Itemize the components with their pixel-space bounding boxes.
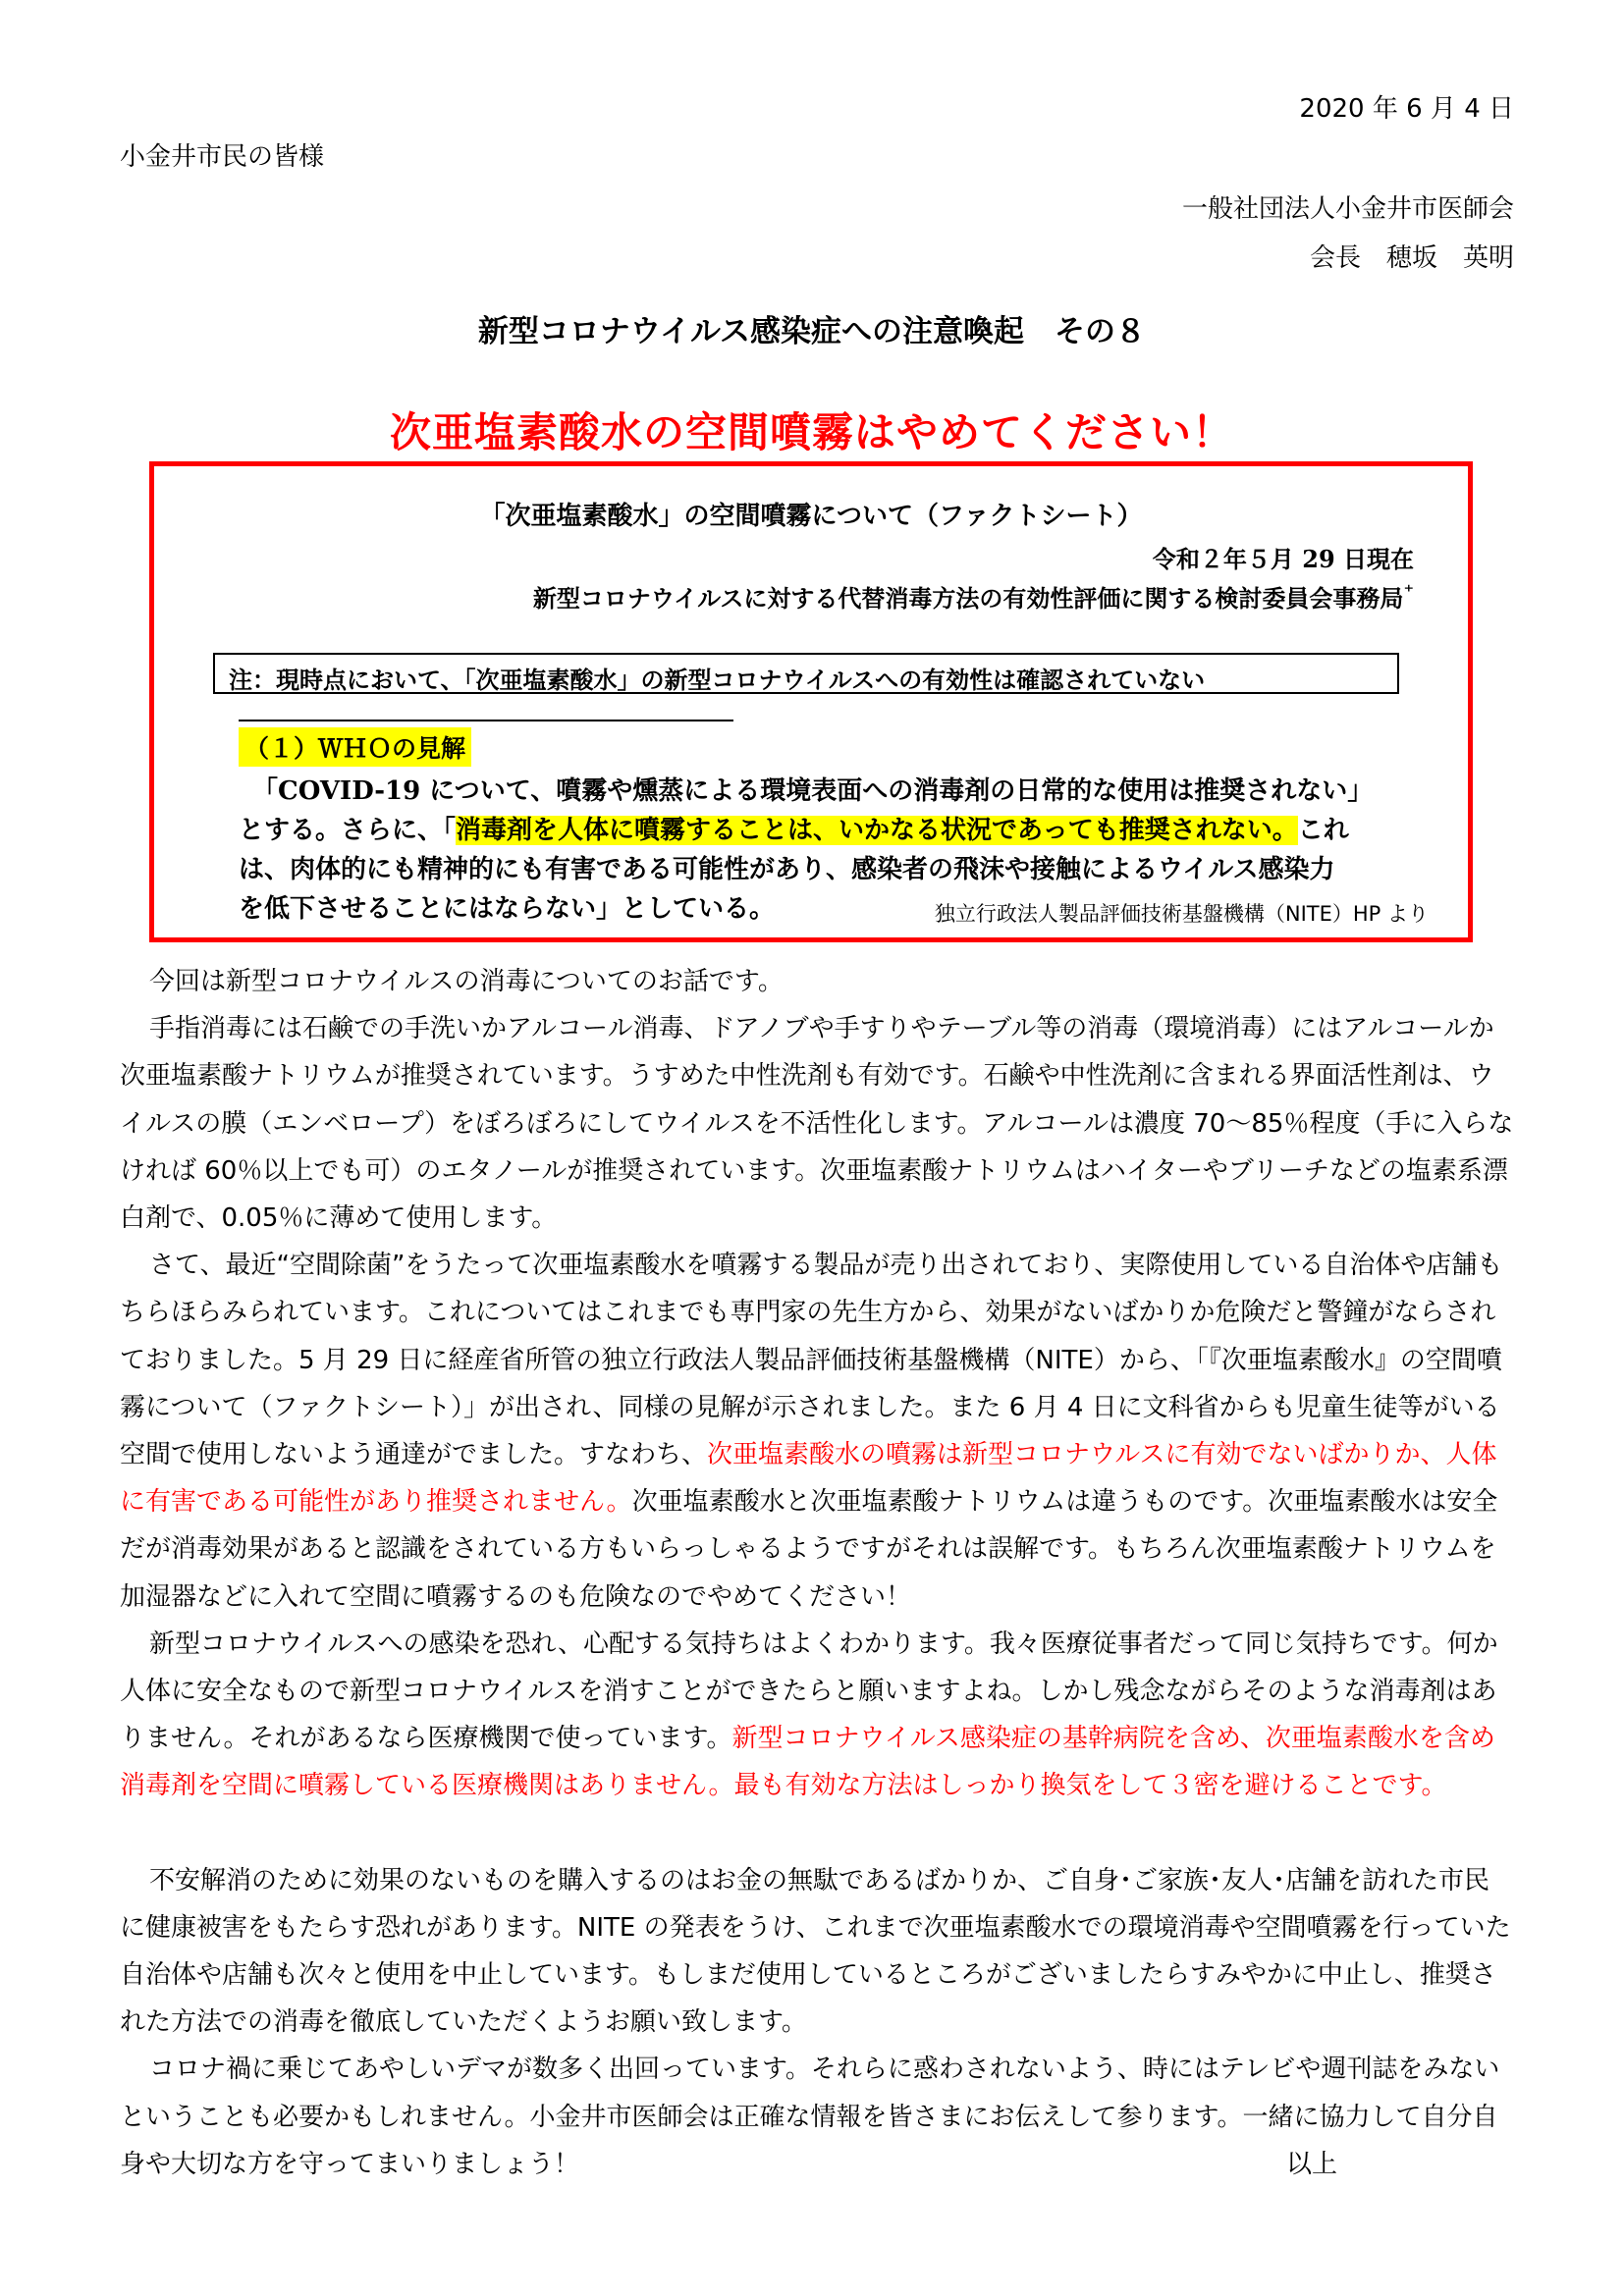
who-view-line-2-start: とする。さらに、「 [239, 816, 457, 845]
fact-sheet-office [533, 579, 1414, 614]
fact-sheet-note: 注：現時点において、「次亜塩素酸水」の新型コロナウイルスへの有効性は確認されていない [213, 653, 1399, 694]
red-warning-ventilation: 新型コロナウイルス感染症の基幹病院を含め、次亜塩素酸水を含め消毒剤を空間に噴霧している医療機関はありません。最も有効な方法はしっかり換気をして３密を避けることです。 [120, 1724, 1495, 1801]
who-view-line-2-end: これ [1297, 816, 1349, 845]
who-view-line-2 [239, 810, 1349, 846]
fact-sheet-title: 「次亜塩素酸水」の空間噴霧について（ファクトシート） [479, 502, 1143, 531]
body-text [120, 958, 1514, 2188]
who-view-line-1: 「COVID-19 について、噴霧や燻蒸による環境表面への消毒剤の日常的な使用は推奨されない」 [252, 776, 1374, 806]
fact-sheet-box [149, 461, 1473, 942]
who-view-line-4: を低下させることにはならない」としている。 [239, 894, 776, 924]
paragraph-medical-institutions-a: 新型コロナウイルスへの感染を恐れ、心配する気持ちはよくわかります。我々医療従事者だって同じ気持ちです。何か人体に安全なもので新型コロナウイルスを消すことができたらと願いますよね。しかし残念ながらそのような消毒剤はありません。それがあるなら医療機関で使っています。 [120, 1629, 1498, 1754]
paragraph-spatial-spraying-a: さて、最近“空間除菌”をうたって次亜塩素酸水を噴霧する製品が売り出されており、実際使用している自治体や店舗もちらほらみられています。これについてはこれまでも専門家の先生方から、効果がないばかりか危険だと警鐘がならされておりました。5 月 29 日に経産省所管の独立行政法人製品評価技術基盤機構（NITE）から、「『次亜塩素酸水』の空間噴霧について（ファクトシート）」が出され、同様の見解が示されました。また 6 月 4 日に文科省からも児童生徒等がいる空間で使用しないよう通達がでました。すなわち、 [120, 1251, 1503, 1470]
who-section-heading: （１）ＷＨＯの見解 [239, 727, 471, 767]
signer-name: 会長 穂坂 英明 [1309, 243, 1514, 273]
red-warning-harmful: 次亜塩素酸水の噴霧は新型コロナウルスに有効でないばかりか、人体に有害である可能性があり推奨されません。 [120, 1440, 1497, 1518]
paragraph-recommended-disinfection: 手指消毒には石鹸での手洗いかアルコール消毒、ドアノブや手すりやテーブル等の消毒（環境消毒）にはアルコールか次亜塩素酸ナトリウムが推奨されています。うすめた中性洗剤も有効です。石鹸や中性洗剤に含まれる界面活性剤は、ウイルスの膜（エンベロープ）をぼろぼろにしてウイルスを不活性化します。アルコールは濃度 70～85％程度（手に入らなければ 60％以上でも可）のエタノールが推奨されています。次亜塩素酸ナトリウムはハイターやブリーチなどの塩素系漂白剤で、0.05％に薄めて使用します。 [120, 1014, 1514, 1234]
who-view-line-3: は、肉体的にも精神的にも有害である可能性があり、感染者の飛沫や接触によるウイルス感染力 [239, 855, 1335, 884]
closing-wrapper [120, 2046, 1514, 2188]
fact-sheet-date: 令和２年５月 29 日現在 [1152, 545, 1414, 573]
highlighted-statement: 消毒剤を人体に噴霧することは、いかなる状況であっても推奨されない。 [456, 816, 1298, 845]
paragraph-health-risk: 不安解消のために効果のないものを購入するのはお金の無駄であるばかりか、ご自身･ご家族･友人･店舗を訪れた市民に健康被害をもたらす恐れがあります。NITE の発表をうけ、これまで次亜塩素酸水での環境消毒や空間噴霧を行っていた自治体や店舗も次々と使用を中止しています。もしまだ使用しているところがございましたらすみやかに中止し、推奨された方法での消毒を徹底していただくようお願い致します。 [120, 1865, 1511, 2038]
addressee: 小金井市民の皆様 [120, 142, 325, 172]
paragraph-spatial-spraying [120, 1242, 1514, 1621]
source-credit: 独立行政法人製品評価技術基盤機構（NITE）HP より [934, 902, 1429, 926]
warning-headline: 次亜塩素酸水の空間噴霧はやめてください！ [389, 408, 1234, 456]
paragraph-intro: 今回は新型コロナウイルスの消毒についてのお話です。 [149, 967, 784, 996]
section-divider [239, 720, 733, 721]
fact-sheet-office-mark: ⁺ [1403, 579, 1414, 603]
paragraph-misinformation: コロナ禍に乗じてあやしいデマが数多く出回っています。それらに惑わされないよう、時にはテレビや週刊誌をみないということも必要かもしれません。小金井市医師会は正確な情報を皆さまにお伝えして参ります。一緒に協力して自分自身や大切な方を守ってまいりましょう！ [120, 2055, 1500, 2179]
document-title: 新型コロナウイルス感染症への注意喚起 その８ [477, 314, 1147, 349]
paragraph-medical-institutions [120, 1621, 1514, 1810]
paragraph-gap [120, 1810, 1514, 1857]
paragraph-spatial-spraying-b: 次亜塩素酸水と次亜塩素酸ナトリウムは違うものです。次亜塩素酸水は安全だが消毒効果があると認識をされている方もいらっしゃるようですがそれは誤解です。もちろん次亜塩素酸ナトリウムを加湿器などに入れて空間に噴霧するのも危険なのでやめてください！ [120, 1487, 1498, 1612]
document-date: 2020 年 6 月 4 日 [1299, 94, 1514, 124]
organization-name: 一般社団法人小金井市医師会 [1181, 194, 1514, 224]
closing-remark: 以上 [1285, 2149, 1337, 2179]
fact-sheet-office-text: 新型コロナウイルスに対する代替消毒方法の有効性評価に関する検討委員会事務局 [532, 584, 1404, 613]
